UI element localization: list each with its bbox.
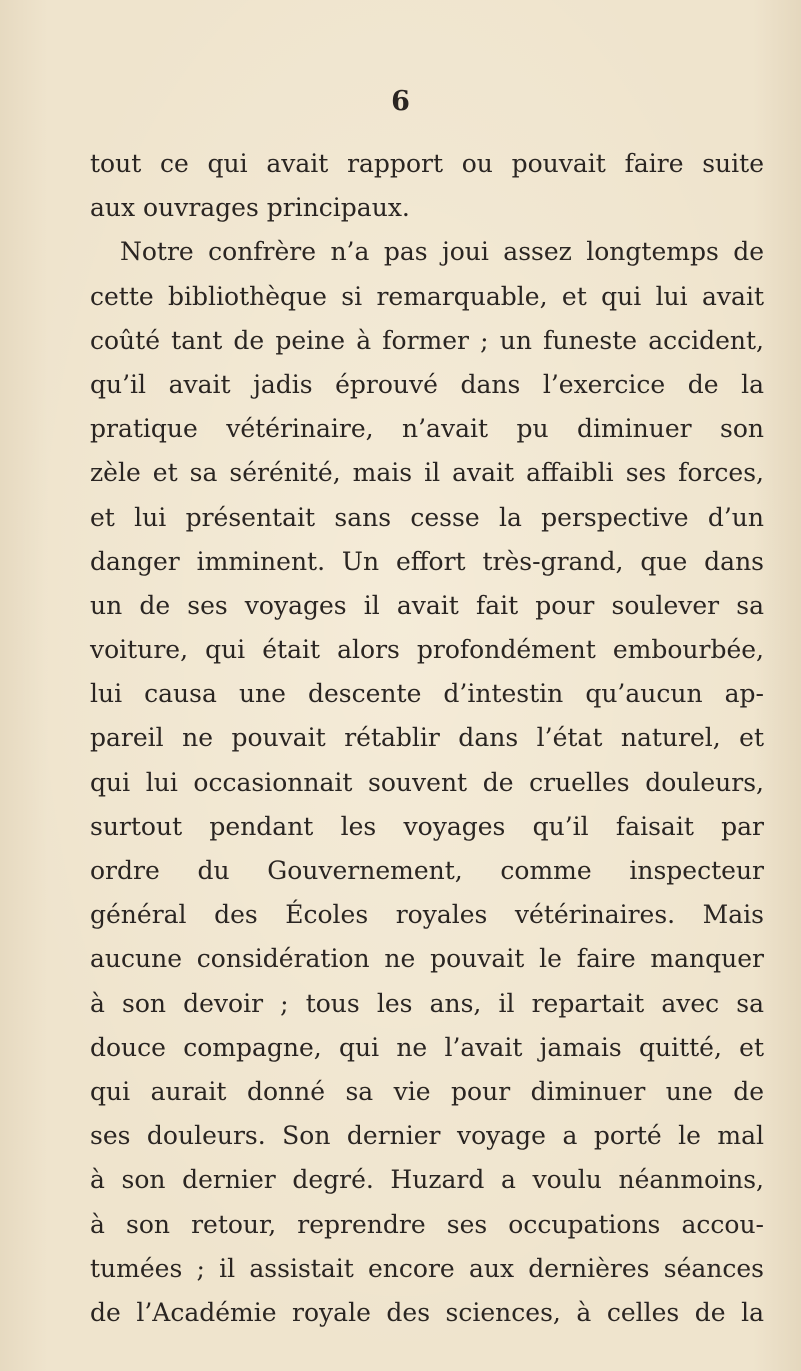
- text-line: pratique vétérinaire, n’avait pu diminuer son: [90, 414, 764, 444]
- text-line: qu’il avait jadis éprouvé dans l’exercice de la: [90, 369, 764, 399]
- text-line: danger imminent. Un effort très-grand, que dans: [90, 546, 764, 576]
- text-line: ses douleurs. Son dernier voyage a porté le mal: [90, 1121, 764, 1151]
- text-line: coûté tant de peine à former ; un funeste accident,: [90, 325, 764, 355]
- text-line: à son retour, reprendre ses occupations accou-: [90, 1209, 764, 1239]
- text-line: zèle et sa sérénité, mais il avait affaibli ses forces,: [90, 458, 764, 488]
- text-line: à son dernier degré. Huzard a voulu néanmoins,: [90, 1165, 764, 1195]
- text-line: à son devoir ; tous les ans, il repartait avec sa: [90, 988, 764, 1018]
- text-line: aucune considération ne pouvait le faire manquer: [90, 944, 764, 974]
- page-number: 6: [391, 86, 410, 117]
- text-line: voiture, qui était alors profondément embourbée,: [90, 635, 764, 665]
- text-line: surtout pendant les voyages qu’il faisait par: [90, 811, 764, 841]
- body-text: [90, 142, 764, 1335]
- text-line: douce compagne, qui ne l’avait jamais quitté, et: [90, 1032, 764, 1062]
- text-line: un de ses voyages il avait fait pour soulever sa: [90, 590, 764, 620]
- text-line: pareil ne pouvait rétablir dans l’état naturel, et: [90, 723, 764, 753]
- text-line: qui aurait donné sa vie pour diminuer une de: [90, 1076, 764, 1106]
- text-line: lui causa une descente d’intestin qu’aucun ap-: [90, 679, 764, 709]
- text-line: général des Écoles royales vétérinaires. Mais: [90, 900, 764, 930]
- text-line: et lui présentait sans cesse la perspective d’un: [90, 502, 764, 532]
- text-line: de l’Académie royale des sciences, à celles de la: [90, 1297, 764, 1327]
- text-line: tout ce qui avait rapport ou pouvait faire suite: [90, 149, 764, 178]
- text-line: qui lui occasionnait souvent de cruelles douleurs,: [90, 767, 764, 797]
- text-line: ordre du Gouvernement, comme inspecteur: [90, 856, 764, 885]
- text-line: tumées ; il assistait encore aux dernières séances: [90, 1253, 764, 1283]
- text-line: cette bibliothèque si remarquable, et qui lui avait: [90, 281, 764, 311]
- text-line: aux ouvrages principaux.: [90, 193, 410, 223]
- text-line: Notre confrère n’a pas joui assez longtemps de: [120, 237, 764, 267]
